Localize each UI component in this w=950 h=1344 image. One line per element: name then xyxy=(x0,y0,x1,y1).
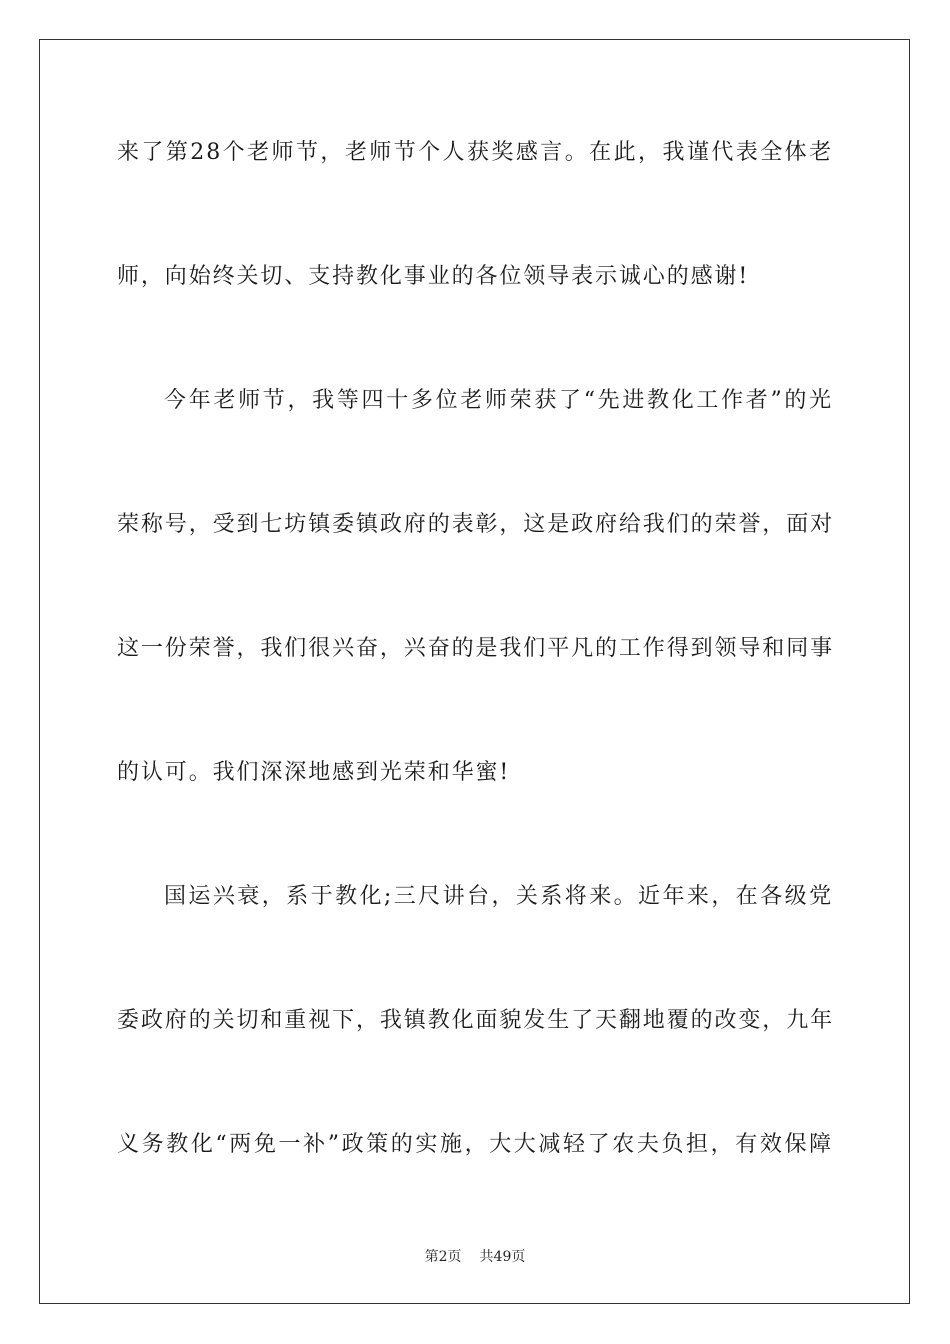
text-line-6: 的认可。我们深深地感到光荣和华蜜! xyxy=(117,760,511,785)
text-line-9: 义务教化“两免一补”政策的实施，大大减轻了农夫负担，有效保障 xyxy=(117,1132,833,1157)
text-line-2: 师，向始终关切、支持教化事业的各位领导表示诚心的感谢! xyxy=(117,264,750,289)
text-line-4: 荣称号，受到七坊镇委镇政府的表彰，这是政府给我们的荣誉，面对 xyxy=(117,512,835,537)
text-line-1: 来了第28个老师节，老师节个人获奖感言。在此，我谨代表全体老 xyxy=(117,140,833,165)
page-number: 第2页 xyxy=(424,1249,462,1265)
text-line-3: 今年老师节，我等四十多位老师荣获了“先进教化工作者”的光 xyxy=(164,388,833,413)
text-line-5: 这一份荣誉，我们很兴奋，兴奋的是我们平凡的工作得到领导和同事 xyxy=(117,636,835,661)
page-border xyxy=(39,39,910,1304)
text-line-8: 委政府的关切和重视下，我镇教化面貌发生了天翻地覆的改变，九年 xyxy=(117,1008,835,1033)
page-total: 共49页 xyxy=(479,1249,526,1265)
page-footer xyxy=(0,1247,950,1267)
text-line-7: 国运兴衰，系于教化;三尺讲台，关系将来。近年来，在各级党 xyxy=(164,884,833,909)
